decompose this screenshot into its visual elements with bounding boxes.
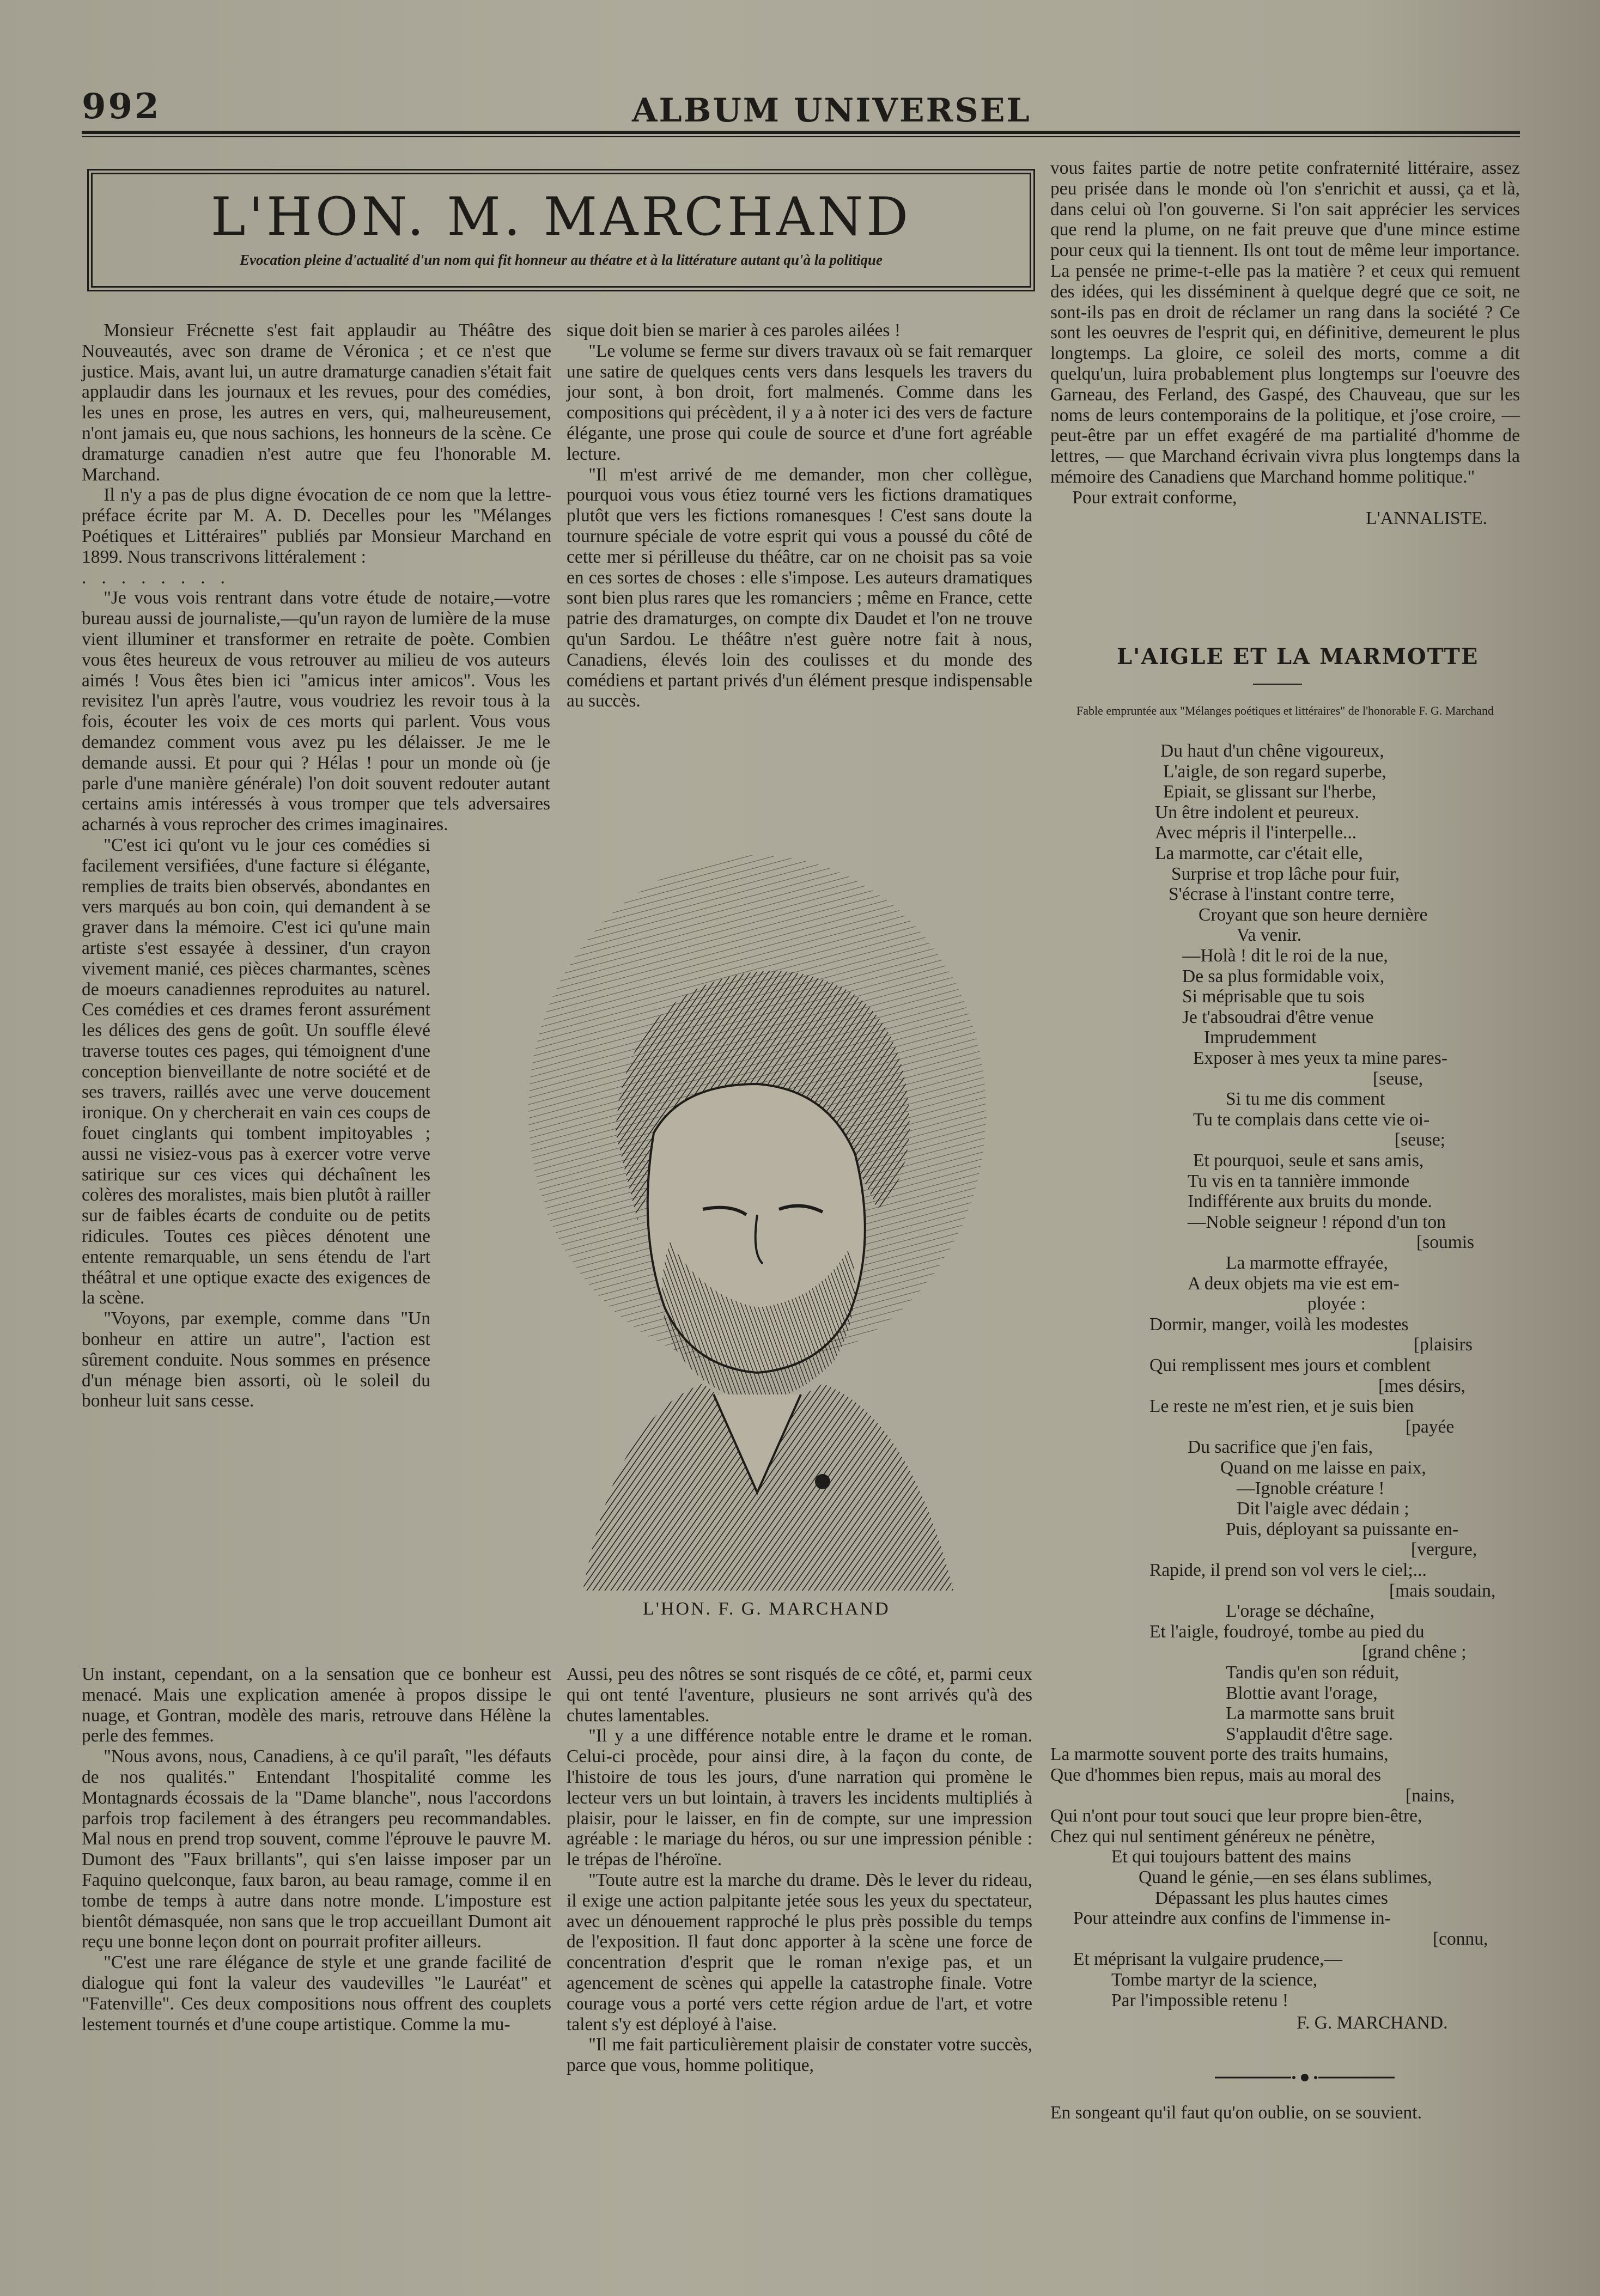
article-title: L'HON. M. MARCHAND [210, 186, 912, 247]
poem-line: A deux objets ma vie est em- [1188, 1273, 1400, 1294]
page-number: 992 [82, 86, 161, 127]
portrait-engraving [474, 828, 1051, 1591]
poem-line: Et pourquoi, seule et sans amis, [1193, 1150, 1424, 1171]
poem-line: S'applaudit d'être sage. [1226, 1723, 1393, 1744]
poem-line: ployée : [1307, 1294, 1366, 1314]
title-rule [1253, 684, 1302, 685]
poem-line: Tu te complais dans cette vie oi- [1193, 1109, 1430, 1130]
poem-line: [mes désirs, [1378, 1375, 1466, 1396]
paragraph: Un instant, cependant, on a la sensation que ce bonheur est menacé. Mais une explication amenée à propos dissipe le nuage, et Gontran, modèle des maris, retrouve dans Hélène la perle des femmes. [82, 1664, 551, 1746]
poem-line: Qui n'ont pour tout souci que leur propre bien-être, [1050, 1806, 1422, 1826]
paragraph: "Le volume se ferme sur divers travaux où se fait remarquer une satire de quelques cents vers dans lesquels les travers du jour sont, à bon droit, fort malmenés. Comme dans les compositions qui précèdent, il y a à noter ici des vers de facture élégante, une prose qui coule de source et d'une fort agréable lecture. [567, 340, 1032, 464]
poem-line: [seuse, [1373, 1068, 1423, 1089]
ellipsis-dots: ........ [82, 567, 240, 588]
poem-line: De sa plus formidable voix, [1182, 966, 1385, 986]
poem-line: [connu, [1433, 1928, 1488, 1949]
paragraph: sique doit bien se marier à ces paroles ailées ! [567, 320, 901, 340]
poem-line: [soumis [1416, 1232, 1475, 1253]
poem-line: [vergure, [1411, 1539, 1477, 1560]
poem-line: Si tu me dis comment [1226, 1089, 1385, 1110]
poem-line: —Ignoble créature ! [1237, 1478, 1385, 1499]
poem-line: Exposer à mes yeux ta mine pares- [1193, 1048, 1447, 1068]
journal-title: ALBUM UNIVERSEL [632, 92, 1031, 130]
header-rule [82, 131, 1520, 137]
poem-line: Et méprisant la vulgaire prudence,— [1073, 1949, 1342, 1970]
paragraph: "C'est ici qu'ont vu le jour ces comédies si facilement versifiées, d'une facture si élégante, remplies de traits bien observés, abondantes en vers marqués au bon coin, qui demandent à se graver dans la mémoire. C'est ici qu'une main artiste s'est essayée à dessiner, d'un crayon vivement manié, ces pièces charmantes, scènes de moeurs canadiennes reproduites au naturel. Ces comédies et ces drames feront assurément les délices des gens de goût. Un souffle élevé traverse toutes ces pages, qui témoignent d'une conception bienveillante de notre société et de ses travers, raillés avec une verve doucement ironique. On y chercherait en vain ces coups de fouet cinglants qui tombent impitoyables ; aussi ne visiez-vous pas à exercer votre verve satirique sur ces vices qui déchaînent les colères des moralistes, mais bien plutôt à railler sur de faibles écarts de conduite ou de petits ridicules. Toutes ces pièces dénotent une entente remarquable, un sens étendu de l'art théâtral et une optique exacte des exigences de la scène. [82, 835, 430, 1308]
poem-line: [plaisirs [1414, 1335, 1473, 1355]
poem-line: La marmotte effrayée, [1226, 1253, 1388, 1273]
poem-line: Tandis qu'en son réduit, [1226, 1662, 1400, 1683]
paragraph: "Il m'est arrivé de me demander, mon cher collègue, pourquoi vous vous étiez tourné vers les fictions dramatiques plutôt que vers les fictions romanesques ! C'est sans doute la tournure spéciale de votre esprit qui vous a poussé du côté de cette mer si périlleuse du théâtre, car on ne choisit pas sa voie en ces sortes de choses : elle s'impose. Les auteurs dramatiques sont bien plus rares que les romanciers ; même en France, cette patrie des dramaturges, on compte dix Daudet et l'on ne trouve qu'un Sardou. Le théâtre n'est guère notre fait à nous, Canadiens, élevés loin des coulisses et du monde des comédiens et partant privés d'un élément presque indispensable au succès. [567, 464, 1032, 711]
poem-line: [grand chêne ; [1362, 1642, 1467, 1662]
poem-line: Blottie avant l'orage, [1226, 1683, 1378, 1703]
poem-line: [seuse; [1395, 1130, 1446, 1150]
paragraph: "Il y a une différence notable entre le drame et le roman. Celui-ci procède, pour ainsi dire, à la façon du conte, de l'histoire de tous les jours, d'une narration qui promène le lecteur vers un but lointain, à travers les incidents multipliés à plaisir, pour le laisser, en fin de compte, sur une impression agréable : le mariage du héros, ou sur une impression pénible : le trépas de l'héroïne. [567, 1726, 1032, 1870]
poem-line: Que d'hommes bien repus, mais au moral des [1050, 1765, 1382, 1785]
poem-line: Puis, déployant sa puissante en- [1226, 1519, 1459, 1539]
poem-line: Avec mépris il l'interpelle... [1155, 823, 1357, 843]
column-2 [567, 320, 1032, 711]
fable-title: L'AIGLE ET LA MARMOTTE [1117, 644, 1479, 669]
closing-line: En songeant qu'il faut qu'on oublie, on se souvient. [1050, 2103, 1422, 2123]
poem-line: Qui remplissent mes jours et comblent [1149, 1355, 1431, 1375]
paragraph: Il n'y a pas de plus digne évocation de ce nom que la lettre-préface écrite par M. A. D. Decelles pour les "Mélanges Poétiques et Littéraires" publiés par Monsieur Marchand en 1899. Nous transcrivons littéralement : [82, 485, 551, 567]
article-title-box [87, 169, 1035, 291]
paragraph: Pour extrait conforme, [1072, 487, 1237, 508]
poem-line: Epiait, se glissant sur l'herbe, [1163, 782, 1377, 802]
poem-line: La marmotte, car c'était elle, [1155, 843, 1363, 863]
paragraph: vous faites partie de notre petite confraternité littéraire, assez peu prisée dans le monde où l'on s'enrichit et aussi, ça et là, dans celui où l'on gouverne. Si l'on sait apprécier les services que rend la plume, on ne fait preuve que d'une mince estime pour ceux qui la tiennent. Ils ont tout de même leur importance. La pensée ne prime-t-elle pas la matière ? et ceux qui remuent des idées, qui les disséminent à quelque degré que ce soit, ne sont-ils pas en droit de réclamer un rang dans la société ? Ce sont les oeuvres de l'esprit qui, en définitive, demeurent le plus longtemps. La gloire, ce soleil des morts, comme a dit quelqu'un, luira probablement plus longtemps sur l'oeuvre des Garneau, des Ferland, des Gaspé, des Chauveau, que sur les noms de leurs contemporains de la politique, et j'ose croire, — peut-être par un effet exagéré de ma partialité d'homme de lettres, — que Marchand écrivain vivra plus longtemps dans la mémoire des Canadiens que Marchand homme politique." [1050, 158, 1520, 487]
column-2-bottom [567, 1664, 1032, 2076]
ornament-divider [1215, 2072, 1395, 2083]
paragraph: "C'est une rare élégance de style et une grande facilité de dialogue qui font la valeur des vaudevilles "le Lauréat" et "Fatenville". Ces deux compositions nous offrent des couplets lestement tournés et d'une coupe artistique. Comme la mu- [82, 1952, 551, 2035]
poem-line: Tu vis en ta tannière immonde [1188, 1171, 1410, 1191]
poem-line: Pour atteindre aux confins de l'immense in- [1073, 1908, 1391, 1929]
poem-line: [payée [1406, 1416, 1455, 1437]
paragraph: "Voyons, par exemple, comme dans "Un bonheur en attire un autre", l'action est sûrement conduite. Nous sommes en présence d'un ménage bien assorti, où le soleil du bonheur luit sans cesse. [82, 1308, 430, 1411]
poem-line: Par l'impossible retenu ! [1111, 1990, 1289, 2011]
poem-line: [nains, [1406, 1785, 1455, 1806]
poem-line: Chez qui nul sentiment généreux ne pénètre, [1050, 1826, 1376, 1847]
poem-line: Dormir, manger, voilà les modestes [1149, 1314, 1409, 1335]
poem-line: Du haut d'un chêne vigoureux, [1160, 741, 1384, 761]
poem-line: L'aigle, de son regard superbe, [1163, 761, 1386, 782]
poem-line: Va venir. [1237, 925, 1302, 946]
fable-source-note: Fable empruntée aux "Mélanges poétiques et littéraires" de l'honorable F. G. Marchand [1076, 704, 1494, 717]
poem-line: —Noble seigneur ! répond d'un ton [1188, 1211, 1446, 1232]
poem-line: La marmotte sans bruit [1226, 1703, 1395, 1724]
poem-line: Quand le génie,—en ses élans sublimes, [1139, 1867, 1432, 1887]
poem-line: Imprudemment [1204, 1027, 1317, 1048]
poem-line: —Holà ! dit le roi de la nue, [1182, 946, 1388, 966]
paragraph: "Toute autre est la marche du drame. Dès le lever du rideau, il exige une action palpitante jetée sous les yeux du spectateur, avec un dénouement rapproché le plus près possible du temps de l'exposition. Il faut donc apporter à la scène une force de concentration d'esprit que le roman n'exige pas, et un agencement de scènes qui appelle la catastrophe finale. Votre courage vous a porté vers cette région ardue de l'art, et votre talent s'y est déployé à l'aise. [567, 1869, 1032, 2035]
poem-line: Et l'aigle, foudroyé, tombe au pied du [1149, 1621, 1425, 1642]
paragraph: Monsieur Frécnette s'est fait applaudir au Théâtre des Nouveautés, avec son drame de Véronica ; et ce n'est que justice. Mais, avant lui, un autre dramaturge canadien s'était fait applaudir dans les journaux et les revues, pour des comédies, les unes en prose, les autres en vers, qui, malheureusement, n'ont jamais eu, que nous sachions, les honneurs de la scène. Ce dramaturge canadien n'est autre que feu l'honorable M. Marchand. [82, 320, 551, 485]
poem-line: Tombe martyr de la science, [1111, 1970, 1318, 1990]
poem-line: Dépassant les plus hautes cimes [1155, 1887, 1388, 1908]
paragraph: "Il me fait particulièrement plaisir de constater votre succès, parce que vous, homme politique, [567, 2035, 1032, 2076]
poem-line: Et qui toujours battent des mains [1111, 1847, 1352, 1867]
poem-line: Surprise et trop lâche pour fuir, [1171, 863, 1400, 884]
article-signature: L'ANNALISTE. [1366, 508, 1487, 528]
column-3 [1050, 158, 1520, 528]
poem-line: La marmotte souvent porte des traits humains, [1050, 1744, 1389, 1765]
paragraph: "Nous avons, nous, Canadiens, à ce qu'il paraît, "les défauts de nos qualités." Entendant l'hospitalité comme les Montagnards écossais de la "Dame blanche", nous l'accordons parfois trop facilement à des étrangers peu recommandables. Mal nous en prend trop souvent, comme l'éprouve le pauvre M. Dumont des "Faux brillants", qui s'en laisse imposer par un Faquino quelconque, faux baron, au beau ramage, comme il en tombe de temps à autre dans notre monde. L'imposture est bientôt démasquée, non sans que le trop accueillant Dumont ait reçu une bonne leçon dont on pourrait profiter ailleurs. [82, 1746, 551, 1952]
poem-line: Un être indolent et peureux. [1155, 802, 1359, 823]
fable-signature: F. G. MARCHAND. [1297, 2013, 1448, 2033]
poem-line: Dit l'aigle avec dédain ; [1237, 1499, 1409, 1519]
poem-line: Je t'absoudrai d'être venue [1182, 1007, 1374, 1027]
paragraph: "Je vous vois rentrant dans votre étude de notaire,—votre bureau aussi de journaliste,—qu'un rayon de lumière de la muse vient illuminer et transformer en retraite de poète. Combien vous êtes heureux de vous retrouver au milieu de vos auteurs aimés ! Vous êtes bien ici "amicus inter amicos". Vous les revisitez l'un après l'autre, vous voudriez les revoir tous à la fois, écouter les voix de ces morts qui parlent. Vous vous demandez comment vous avez pu les délaisser. Je me le demande aussi. Et pour qui ? Hélas ! pour un monde où (je parle d'une manière générale) l'on doit souvent redouter autant certains amis intéressés à vous tromper que tels adversaires acharnés à vous reprocher des crimes imaginaires. [82, 588, 550, 835]
poem-line: Rapide, il prend son vol vers le ciel;... [1149, 1560, 1427, 1580]
poem-line: S'écrase à l'instant contre terre, [1169, 884, 1395, 905]
poem-line: Du sacrifice que j'en fais, [1188, 1437, 1373, 1458]
poem-line: Si méprisable que tu sois [1182, 986, 1365, 1007]
poem-line: Croyant que son heure dernière [1199, 904, 1428, 925]
article-subtitle: Evocation pleine d'actualité d'un nom qui fit honneur au théatre et à la littérature autant qu'à la politique [240, 252, 883, 268]
poem-line: [mais soudain, [1389, 1580, 1496, 1601]
poem-line: Indifférente aux bruits du monde. [1188, 1191, 1432, 1212]
poem-line: Le reste ne m'est rien, et je suis bien [1149, 1396, 1414, 1417]
column-1-bottom [82, 1664, 551, 2035]
paragraph: Aussi, peu des nôtres se sont risqués de ce côté, et, parmi ceux qui ont tenté l'aventure, plusieurs ne sont arrivés qu'à des chutes lamentables. [567, 1664, 1032, 1726]
poem-line: L'orage se déchaîne, [1226, 1601, 1374, 1622]
poem-line: Quand on me laisse en paix, [1220, 1458, 1426, 1478]
portrait-caption: L'HON. F. G. MARCHAND [643, 1599, 890, 1619]
